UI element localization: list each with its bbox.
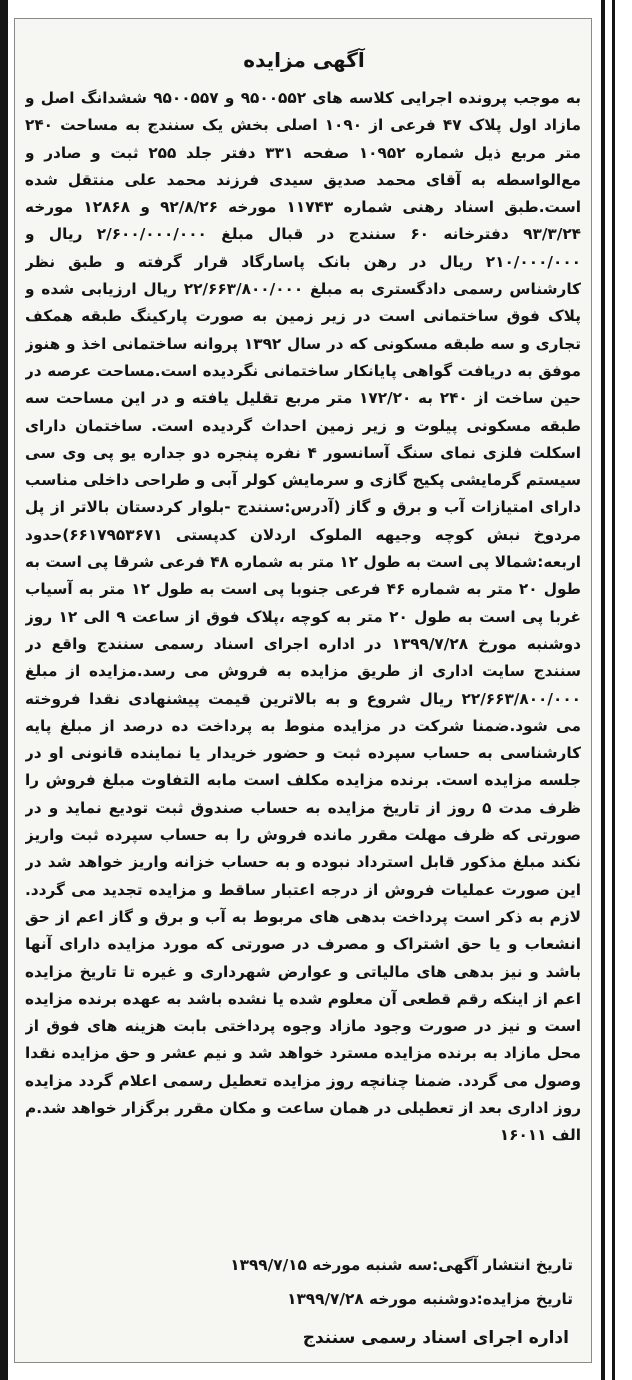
publish-date: تاریخ انتشار آگهی:سه شنبه مورخه ۱۳۹۹/۷/۱۵ <box>230 1256 573 1274</box>
notice-title: آگهی مزایده <box>243 48 365 72</box>
left-column-rule <box>0 0 8 1380</box>
issuer-signature: اداره اجرای اسناد رسمی سنندج <box>302 1328 569 1348</box>
auction-date: تاریخ مزایده:دوشنبه مورخه ۱۳۹۹/۷/۲۸ <box>287 1290 573 1308</box>
right-column-rule <box>601 0 605 1380</box>
right-column-rule-outer <box>612 0 615 1380</box>
notice-body: به موجب پرونده اجرایی کلاسه های ۹۵۰۰۵۵۲ و ۹۵۰۰۵۵۷ ششدانگ اصل و مازاد اول پلاک ۴۷ فرعی از ۱۰۹۰ اصلی بخش یک سنندج به مساحت ۲۴۰ متر مربع ذیل شماره ۱۰۹۵۲ صفحه ۳۳۱ دفتر جلد ۲۵۵ ثبت و صادر و مع‌الواسطه به آقای محمد صدیق سیدی فرزند محمد علی منتقل شده است.طبق اسناد رهنی شماره ۱۱۷۴۳ مورخه ۹۲/۸/۲۶ و ۱۲۸۶۸ مورخه ۹۳/۳/۲۴ دفترخانه ۶۰ سنندج در قبال مبلغ ۲/۶۰۰/۰۰۰/۰۰۰ ریال و ۲۱۰/۰۰۰/۰۰۰ ریال در رهن بانک پاسارگاد قرار گرفته و طبق نظر کارشناس رسمی دادگستری به مبلغ ۲۲/۶۶۳/۸۰۰/۰۰۰ ریال ارزیابی شده و پلاک فوق ساختمانی است در زیر زمین به صورت پارکینگ طبقه همکف تجاری و سه طبقه مسکونی که در سال ۱۳۹۲ پروانه ساختمانی اخذ و هنوز موفق به دریافت گواهی پایانکار ساختمانی نگردیده است.مساحت عرصه در حین ساخت از ۲۴۰ به ۱۷۲/۲۰ متر مربع تقلیل یافته و در این مساحت سه طبقه مسکونی پیلوت و زیر زمین احداث گردیده است. ساختمان دارای اسکلت فلزی نمای سنگ آسانسور ۴ نفره پنجره دو جداره یو پی وی سی سیستم گرمایشی پکیج گازی و سرمایش کولر آبی و طراحی داخلی مناسب دارای امتیازات آب و برق و گاز (آدرس:سنندج -بلوار کردستان بالاتر از پل مردوخ نبش کوچه وجیهه الملوک اردلان کدپستی ۶۶۱۷۹۵۳۶۷۱)حدود اربعه:شمالا پی است به طول ۱۲ متر به شماره ۴۸ فرعی شرقا پی است به طول ۲۰ متر به شماره ۴۶ فرعی جنوبا پی است به طول ۱۲ متر به آسیاب غربا پی است به طول ۲۰ متر به کوچه ،پلاک فوق از ساعت ۹ الی ۱۲ روز دوشنبه مورخ ۱۳۹۹/۷/۲۸ در اداره اجرای اسناد رسمی سنندج واقع در سنندج سایت اداری از طریق مزایده به فروش می رسد.مزایده از مبلغ ۲۲/۶۶۳/۸۰۰/۰۰۰ ریال شروع و به بالاترین قیمت پیشنهادی نقدا فروخته می شود.ضمنا شرکت در مزایده منوط به پرداخت ده درصد از مبلغ پایه کارشناسی به حساب سپرده ثبت و حضور خریدار یا نماینده قانونی او در جلسه مزایده است. برنده مزایده مکلف است مابه التفاوت مبلغ فروش را ظرف مدت ۵ روز از تاریخ مزایده به حساب صندوق ثبت تودیع نماید و در صورتی که ظرف مهلت مقرر مانده فروش را به حساب سپرده ثبت واریز نکند مبلغ مذکور قابل استرداد نبوده و به حساب خزانه واریز خواهد شد در این صورت عملیات فروش از درجه اعتبار ساقط و مزایده تجدید می گردد. لازم به ذکر است پرداخت بدهی های مربوط به آب و برق و گاز اعم از حق انشعاب و یا حق اشتراک و مصرف در صورتی که مورد مزایده دارای آنها باشد و نیز بدهی های مالیاتی و عوارض شهرداری و غیره تا تاریخ مزایده اعم از اینکه رقم قطعی آن معلوم شده یا نشده باشد به عهده برنده مزایده است و نیز در صورت وجود مازاد وجوه پرداختی بابت هزینه های فوق از محل مازاد به برنده مزایده مسترد خواهد شد و نیم عشر و حق مزایده نقدا وصول می گردد. ضمنا چنانچه روز مزایده تعطیل رسمی اعلام گردد مزایده روز اداری بعد از تعطیلی در همان ساعت و مکان مقرر برگزار خواهد شد.م الف ۱۶۰۱۱ <box>25 89 581 1145</box>
auction-notice <box>14 18 592 1363</box>
